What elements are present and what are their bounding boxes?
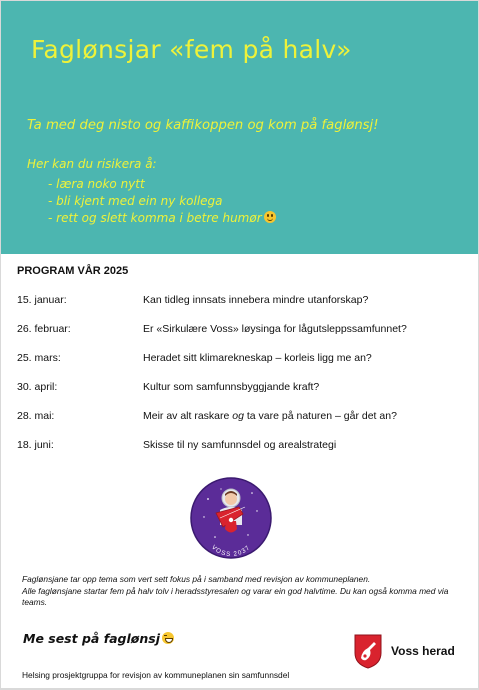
program-date: 30. april: [17, 381, 58, 393]
grinning-face-icon [162, 632, 174, 644]
logo-text: VOSS 2037 [210, 543, 252, 559]
invite-text: Ta med deg nisto og kaffikoppen og kom på faglønsj! [27, 118, 379, 133]
program-topic: Kan tidleg innsats innebera mindre utanforskap? [143, 294, 369, 306]
program-list [17, 294, 467, 468]
info-note [22, 574, 462, 608]
program-date: 25. mars: [17, 352, 61, 364]
program-topic: Heradet sitt klimarekneskap – korleis ligg me an? [143, 352, 372, 364]
program-row [17, 323, 467, 352]
program-topic: Meir av alt raskare og ta vare på naturen – går det an? [143, 410, 397, 422]
program-row [17, 294, 467, 323]
program-date: 28. mai: [17, 410, 55, 422]
see-you-text: Me sest på faglønsj [23, 631, 174, 646]
page-title: Faglønsjar «fem på halv» [31, 35, 352, 64]
astronaut-guitar-logo [190, 477, 272, 559]
program-row [17, 352, 467, 381]
program-topic: Er «Sirkulære Voss» løysinga for lågutsleppssamfunnet? [143, 323, 407, 335]
banner [1, 1, 478, 254]
program-row [17, 439, 467, 468]
program-row [17, 381, 467, 410]
note-line: Faglønsjane tar opp tema som vert sett fokus på i samband med revisjon av kommuneplanen. [22, 574, 371, 584]
program-row [17, 410, 467, 439]
program-heading: PROGRAM VÅR 2025 [17, 265, 129, 277]
risk-item: - læra noko nytt [48, 177, 145, 191]
program-date: 26. februar: [17, 323, 71, 335]
risk-item: - bli kjent med ein ny kollega [48, 194, 223, 208]
program-topic: Kultur som samfunnsbyggjande kraft? [143, 381, 320, 393]
municipality-name: Voss herad [391, 644, 455, 658]
program-date: 15. januar: [17, 294, 67, 306]
smiling-face-icon [264, 211, 276, 223]
program-date: 18. juni: [17, 439, 54, 451]
risk-item: - rett og slett komma i betre humør [48, 210, 276, 227]
coat-of-arms-icon [353, 633, 383, 669]
footer-text: Helsing prosjektgruppa for revisjon av kommuneplanen sin samfunnsdel [22, 670, 290, 680]
risk-list [48, 176, 276, 227]
flyer-page [1, 1, 478, 688]
program-topic: Skisse til ny samfunnsdel og arealstrategi [143, 439, 337, 451]
note-line: Alle faglønsjane startar fem på halv tolv i heradsstyresalen og varar ein god halvtime. Du kan også komma med via teams. [22, 586, 449, 607]
risk-intro: Her kan du risikera å: [27, 157, 157, 171]
